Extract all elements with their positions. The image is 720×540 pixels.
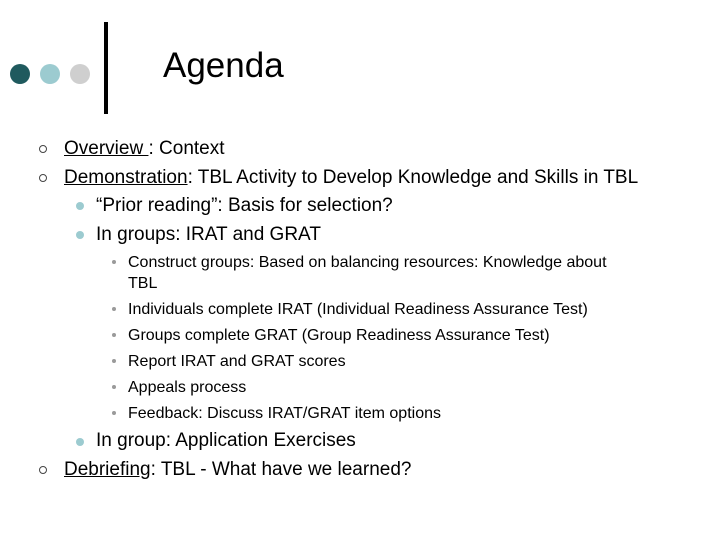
list-item-application: In group: Application Exercises (96, 430, 356, 451)
sub-item-feedback: Feedback: Discuss IRAT/GRAT item options (128, 405, 441, 422)
slide-title: Agenda (163, 46, 284, 85)
demonstration-text: : TBL Activity to Develop Knowledge and Skills in TBL (187, 167, 639, 188)
sub-item-appeals: Appeals process (128, 379, 247, 396)
small-bullet-icon (112, 260, 116, 264)
sub-item-individuals: Individuals complete IRAT (Individual Readiness Assurance Test) (128, 301, 588, 318)
decorative-dots (10, 64, 90, 84)
gray-dot (70, 64, 90, 84)
list-item-demonstration (64, 166, 638, 190)
small-bullet-icon (112, 411, 116, 415)
small-bullet-icon (112, 333, 116, 337)
sub-item-construct-groups: Construct groups: Based on balancing resources: Knowledge about (128, 254, 607, 271)
debriefing-link[interactable]: Debriefing (64, 459, 151, 480)
list-item-overview (64, 137, 225, 161)
sub-item-groups: Groups complete GRAT (Group Readiness Assurance Test) (128, 327, 550, 344)
small-bullet-icon (112, 307, 116, 311)
filled-bullet-icon (76, 202, 84, 210)
title-divider (104, 22, 108, 114)
light-teal-dot (40, 64, 60, 84)
sub-item-report: Report IRAT and GRAT scores (128, 353, 346, 370)
debriefing-text: : TBL - What have we learned? (150, 459, 412, 480)
hollow-bullet-icon (39, 145, 47, 153)
filled-bullet-icon (76, 231, 84, 239)
list-item-prior-reading: “Prior reading”: Basis for selection? (96, 195, 393, 216)
filled-bullet-icon (76, 438, 84, 446)
overview-text: : Context (148, 138, 225, 159)
demonstration-link[interactable]: Demonstration (64, 167, 188, 188)
hollow-bullet-icon (39, 466, 47, 474)
overview-link[interactable]: Overview (64, 138, 149, 159)
hollow-bullet-icon (39, 174, 47, 182)
dark-teal-dot (10, 64, 30, 84)
list-item-in-groups: In groups: IRAT and GRAT (96, 224, 321, 245)
small-bullet-icon (112, 385, 116, 389)
sub-item-construct-groups-cont: TBL (128, 275, 158, 292)
list-item-debriefing (64, 458, 411, 482)
small-bullet-icon (112, 359, 116, 363)
